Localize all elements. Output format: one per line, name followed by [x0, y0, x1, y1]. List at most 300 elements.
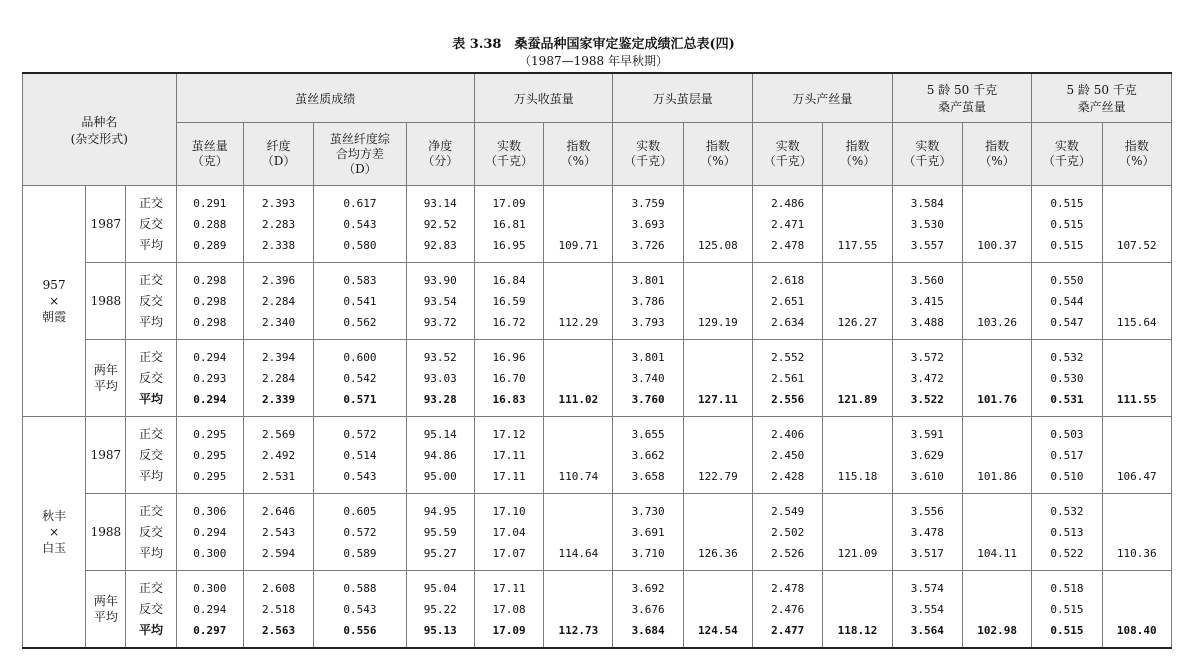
cross-type-label: 反交 [139, 370, 164, 385]
value-cell [823, 494, 892, 571]
cell-value: 2.608 [262, 581, 296, 595]
cell-value [1103, 347, 1171, 368]
value-cell [544, 263, 613, 340]
cell-value: 93.52 [423, 350, 457, 364]
value-cell [474, 186, 543, 263]
cell-value: 2.471 [771, 217, 805, 231]
value-cell [314, 571, 406, 649]
value-cell [1032, 263, 1102, 340]
group-header-line: 5 龄 50 千克 [1066, 83, 1137, 97]
value-cell [474, 263, 543, 340]
cell-value [823, 501, 891, 522]
value-cell [892, 263, 962, 340]
cross-type-label: 平均 [139, 622, 164, 637]
column-header [753, 123, 823, 186]
variety-name-line: × [49, 525, 60, 539]
cell-value: 2.561 [771, 371, 805, 385]
cell-value: 16.81 [492, 217, 526, 231]
cell-value: 0.544 [1050, 294, 1084, 308]
cell-value: 2.556 [771, 392, 805, 406]
variety-name-line: 朝霞 [42, 310, 67, 324]
cross-type-label: 平均 [139, 314, 164, 329]
group-header [176, 73, 474, 123]
cell-value: 0.300 [193, 581, 227, 595]
cell-value: 3.557 [910, 238, 944, 252]
column-header [243, 123, 313, 186]
cell-value: 0.532 [1050, 504, 1084, 518]
cell-value: 0.293 [193, 371, 227, 385]
column-header [892, 123, 962, 186]
column-header [544, 123, 613, 186]
cell-value: 3.692 [631, 581, 665, 595]
cell-value: 2.283 [262, 217, 296, 231]
value-cell [474, 571, 543, 649]
variety-name-line: 957 [42, 278, 66, 292]
value-cell [1032, 494, 1102, 571]
value-cell [1102, 494, 1171, 571]
cell-value: 0.306 [193, 504, 227, 518]
value-cell [314, 417, 406, 494]
cell-value: 17.11 [492, 448, 526, 462]
value-cell [892, 494, 962, 571]
value-cell [962, 571, 1031, 649]
cell-value: 95.27 [423, 546, 457, 560]
cross-type-cell [126, 494, 176, 571]
value-cell [176, 340, 243, 417]
cell-value [1103, 522, 1171, 543]
cell-value: 2.543 [262, 525, 296, 539]
group-header-line: 桑产丝量 [1077, 100, 1126, 114]
column-header-line: 实数 [636, 139, 661, 153]
cell-value: 0.531 [1050, 392, 1084, 406]
cell-value: 0.547 [1050, 315, 1084, 329]
value-cell [243, 494, 313, 571]
cell-value: 0.513 [1050, 525, 1084, 539]
value-cell [753, 571, 823, 649]
cell-value [963, 193, 1031, 214]
cell-value [823, 214, 891, 235]
value-cell [1032, 417, 1102, 494]
cell-value: 0.605 [343, 504, 377, 518]
cell-value: 0.515 [1050, 623, 1084, 637]
cross-type-label: 反交 [139, 601, 164, 616]
cell-value: 3.572 [910, 350, 944, 364]
cell-value: 2.394 [262, 350, 296, 364]
cell-value [1103, 424, 1171, 445]
cell-value [684, 270, 752, 291]
cell-value: 2.486 [771, 196, 805, 210]
variety-header-label: 品种名 [81, 114, 118, 129]
cell-value: 3.610 [910, 469, 944, 483]
cell-value: 93.72 [423, 315, 457, 329]
cell-value [963, 291, 1031, 312]
cell-value: 16.95 [492, 238, 526, 252]
cell-value [963, 424, 1031, 445]
table-row [23, 417, 1172, 494]
value-cell [474, 494, 543, 571]
cell-value: 3.759 [631, 196, 665, 210]
cross-type-label: 反交 [139, 524, 164, 539]
cell-value: 2.552 [771, 350, 805, 364]
cell-value: 3.472 [910, 371, 944, 385]
cell-value [1103, 368, 1171, 389]
cell-value: 0.297 [193, 623, 227, 637]
cell-value: 0.572 [343, 427, 377, 441]
cell-value: 2.340 [262, 315, 296, 329]
cell-value [963, 445, 1031, 466]
variety-header [23, 73, 177, 186]
cross-type-label: 正交 [139, 272, 164, 287]
cell-value: 0.518 [1050, 581, 1084, 595]
column-header-line: 净度 [428, 139, 453, 153]
column-header [683, 123, 752, 186]
cell-value: 2.284 [262, 294, 296, 308]
cell-value: 101.86 [977, 469, 1017, 483]
cell-value: 0.617 [343, 196, 377, 210]
cell-value: 111.55 [1116, 392, 1157, 406]
cell-value [544, 599, 612, 620]
value-cell [823, 417, 892, 494]
cell-value: 95.59 [423, 525, 457, 539]
cell-value: 2.428 [771, 469, 805, 483]
cell-value: 2.502 [771, 525, 805, 539]
cell-value: 3.574 [910, 581, 944, 595]
year-label-cell [86, 186, 126, 263]
cell-value: 0.300 [193, 546, 227, 560]
column-header-line: 指数 [845, 139, 870, 153]
cross-type-cell [126, 571, 176, 649]
value-cell [1102, 417, 1171, 494]
cell-value: 2.526 [771, 546, 805, 560]
cell-value: 103.26 [977, 315, 1017, 329]
cell-value: 0.543 [343, 602, 377, 616]
group-header [1032, 73, 1172, 123]
cell-value: 112.29 [558, 315, 599, 329]
cell-value: 0.295 [193, 448, 227, 462]
year-label-line: 两年 [93, 363, 118, 377]
cell-value: 3.676 [631, 602, 665, 616]
column-header-line: 纤度 [266, 139, 291, 153]
cell-value: 0.583 [343, 273, 377, 287]
cell-value: 95.04 [423, 581, 457, 595]
value-cell [314, 494, 406, 571]
column-header [474, 123, 543, 186]
cell-value: 124.54 [698, 623, 738, 637]
cross-type-label: 反交 [139, 447, 164, 462]
cell-value [544, 368, 612, 389]
cell-value [684, 424, 752, 445]
cell-value [684, 445, 752, 466]
cross-type-cell [126, 340, 176, 417]
cell-value: 95.13 [423, 623, 457, 637]
group-header [753, 73, 893, 123]
value-cell [892, 340, 962, 417]
cell-value: 0.515 [1050, 602, 1084, 616]
cell-value: 110.36 [1116, 546, 1157, 560]
cell-value [823, 522, 891, 543]
cell-value: 3.556 [910, 504, 944, 518]
cell-value: 0.298 [193, 273, 227, 287]
cell-value: 2.569 [262, 427, 296, 441]
cell-value: 108.40 [1116, 623, 1157, 637]
column-header-line: 指数 [985, 139, 1010, 153]
column-header-line: （%） [700, 154, 736, 168]
value-cell [753, 494, 823, 571]
cell-value: 0.589 [343, 546, 377, 560]
group-header-line: 5 龄 50 千克 [926, 83, 998, 97]
cell-value [684, 193, 752, 214]
column-header-line: （千克） [763, 154, 812, 168]
cell-value: 126.36 [698, 546, 738, 560]
value-cell [406, 263, 474, 340]
cell-value: 129.19 [698, 315, 738, 329]
value-cell [1032, 571, 1102, 649]
column-header-line: （%） [1119, 154, 1155, 168]
cell-value [544, 214, 612, 235]
cell-value: 0.514 [343, 448, 377, 462]
cell-value [1103, 270, 1171, 291]
column-header [962, 123, 1031, 186]
cell-value: 2.594 [262, 546, 296, 560]
cell-value: 0.515 [1050, 238, 1084, 252]
cell-value: 93.03 [423, 371, 457, 385]
year-label-cell [86, 417, 126, 494]
value-cell [823, 263, 892, 340]
value-cell [176, 186, 243, 263]
cell-value: 92.52 [423, 217, 457, 231]
cell-value: 0.543 [343, 217, 377, 231]
cell-value [823, 193, 891, 214]
value-cell [314, 263, 406, 340]
year-label-line: 1988 [90, 294, 122, 308]
cell-value: 3.786 [631, 294, 665, 308]
cell-value: 0.294 [193, 350, 227, 364]
cell-value: 3.488 [910, 315, 944, 329]
column-header-line: （千克） [903, 154, 952, 168]
cell-value [1103, 501, 1171, 522]
column-header-line: 合均方差 [335, 146, 384, 161]
table-title: 表 3.38 桑蚕品种国家审定鉴定成绩汇总表(四) [452, 37, 735, 52]
variety-name-cell [23, 417, 86, 649]
cell-value: 17.11 [492, 469, 526, 483]
cell-value: 2.393 [262, 196, 296, 210]
value-cell [683, 340, 752, 417]
cell-value [963, 522, 1031, 543]
column-header [1032, 123, 1102, 186]
cell-value [1103, 445, 1171, 466]
column-header-line: 指数 [566, 139, 591, 153]
cell-value: 125.08 [698, 238, 738, 252]
column-header [406, 123, 474, 186]
value-cell [544, 494, 613, 571]
year-label-line: 两年 [93, 594, 118, 608]
cell-value: 16.96 [492, 350, 526, 364]
cell-value: 93.54 [423, 294, 457, 308]
cell-value: 3.793 [631, 315, 665, 329]
cell-value [684, 214, 752, 235]
cell-value: 0.289 [193, 238, 227, 252]
cell-value: 3.801 [631, 350, 665, 364]
cell-value [823, 347, 891, 368]
cell-value: 3.584 [910, 196, 944, 210]
cell-value [684, 368, 752, 389]
cell-value: 3.554 [910, 602, 944, 616]
cell-value: 3.684 [631, 623, 665, 637]
column-header-line: 指数 [1124, 139, 1149, 153]
cell-value: 3.693 [631, 217, 665, 231]
column-header-line: （D） [343, 161, 377, 176]
value-cell [683, 186, 752, 263]
value-cell [243, 571, 313, 649]
year-label-cell [86, 571, 126, 649]
cell-value: 0.517 [1050, 448, 1084, 462]
cell-value [544, 424, 612, 445]
table-row [23, 494, 1172, 571]
value-cell [613, 417, 683, 494]
cell-value: 17.04 [492, 525, 526, 539]
cell-value: 0.550 [1050, 273, 1084, 287]
cell-value [684, 291, 752, 312]
cell-value: 101.76 [977, 392, 1017, 406]
cell-value: 16.72 [492, 315, 526, 329]
header-row-groups [23, 73, 1172, 123]
value-cell [823, 186, 892, 263]
value-cell [962, 340, 1031, 417]
value-cell [613, 263, 683, 340]
column-header-line: （千克） [485, 154, 534, 168]
cell-value: 0.588 [343, 581, 377, 595]
column-header-line: （D） [261, 154, 296, 168]
value-cell [314, 186, 406, 263]
cell-value: 2.531 [262, 469, 296, 483]
group-header-line: 万头产丝量 [792, 91, 853, 106]
cell-value: 3.658 [631, 469, 665, 483]
cell-value: 121.09 [837, 546, 878, 560]
cell-value: 3.564 [910, 623, 944, 637]
cell-value: 0.572 [343, 525, 377, 539]
table-row [23, 340, 1172, 417]
cell-value: 16.59 [492, 294, 526, 308]
cell-value: 104.11 [977, 546, 1017, 560]
cross-type-label: 正交 [139, 195, 164, 210]
cell-value: 0.530 [1050, 371, 1084, 385]
cell-value [684, 522, 752, 543]
table-row [23, 263, 1172, 340]
value-cell [753, 340, 823, 417]
cell-value [544, 270, 612, 291]
value-cell [1102, 263, 1171, 340]
cell-value: 3.560 [910, 273, 944, 287]
cell-value: 3.415 [910, 294, 944, 308]
cell-value [1103, 214, 1171, 235]
cell-value: 0.510 [1050, 469, 1084, 483]
cell-value: 115.18 [837, 469, 878, 483]
cell-value: 3.655 [631, 427, 665, 441]
group-header-line: 万头茧层量 [652, 91, 713, 106]
value-cell [1032, 186, 1102, 263]
value-cell [406, 340, 474, 417]
cell-value: 3.726 [631, 238, 665, 252]
value-cell [1102, 340, 1171, 417]
cell-value [823, 368, 891, 389]
cell-value: 2.338 [262, 238, 296, 252]
value-cell [544, 340, 613, 417]
cell-value: 93.14 [423, 196, 457, 210]
value-cell [823, 340, 892, 417]
cell-value: 0.295 [193, 469, 227, 483]
value-cell [753, 186, 823, 263]
cell-value: 3.591 [910, 427, 944, 441]
cell-value: 0.556 [343, 623, 377, 637]
value-cell [243, 263, 313, 340]
cell-value: 17.10 [492, 504, 526, 518]
value-cell [962, 263, 1031, 340]
cell-value [823, 270, 891, 291]
cell-value: 118.12 [837, 623, 878, 637]
value-cell [406, 571, 474, 649]
cell-value: 0.288 [193, 217, 227, 231]
cell-value: 0.600 [343, 350, 377, 364]
group-header-line: 茧丝质成绩 [295, 91, 356, 106]
value-cell [892, 417, 962, 494]
cell-value [823, 599, 891, 620]
cell-value: 0.532 [1050, 350, 1084, 364]
cell-value: 111.02 [558, 392, 599, 406]
cell-value [963, 214, 1031, 235]
table-row [23, 571, 1172, 649]
cell-value [1103, 578, 1171, 599]
cell-value: 16.84 [492, 273, 526, 287]
cell-value [823, 578, 891, 599]
cell-value: 94.86 [423, 448, 457, 462]
cell-value: 109.71 [558, 238, 599, 252]
cell-value: 0.295 [193, 427, 227, 441]
column-header [176, 123, 243, 186]
cell-value: 0.298 [193, 315, 227, 329]
cross-type-label: 正交 [139, 580, 164, 595]
cell-value: 3.517 [910, 546, 944, 560]
value-cell [753, 417, 823, 494]
column-header-line: 实数 [497, 139, 522, 153]
value-cell [176, 263, 243, 340]
cell-value: 95.14 [423, 427, 457, 441]
cell-value: 102.98 [977, 623, 1017, 637]
value-cell [962, 494, 1031, 571]
cell-value [544, 347, 612, 368]
value-cell [683, 494, 752, 571]
cell-value: 17.11 [492, 581, 526, 595]
column-header-line: 茧丝纤度综 [329, 131, 390, 146]
cell-value: 2.476 [771, 602, 805, 616]
cell-value: 114.64 [558, 546, 599, 560]
cell-value: 95.22 [423, 602, 457, 616]
cell-value: 16.70 [492, 371, 526, 385]
cell-value: 0.543 [343, 469, 377, 483]
cell-value [544, 291, 612, 312]
cell-value: 110.74 [558, 469, 599, 483]
cell-value: 17.09 [492, 196, 526, 210]
variety-name-line: 秋丰 [42, 509, 67, 523]
cell-value: 3.760 [631, 392, 665, 406]
cell-value [684, 599, 752, 620]
cell-value [1103, 291, 1171, 312]
year-label-line: 平均 [93, 379, 118, 393]
cell-value: 112.73 [558, 623, 599, 637]
cell-value: 115.64 [1116, 315, 1157, 329]
cell-value: 0.291 [193, 196, 227, 210]
value-cell [544, 417, 613, 494]
cell-value: 2.339 [262, 392, 296, 406]
